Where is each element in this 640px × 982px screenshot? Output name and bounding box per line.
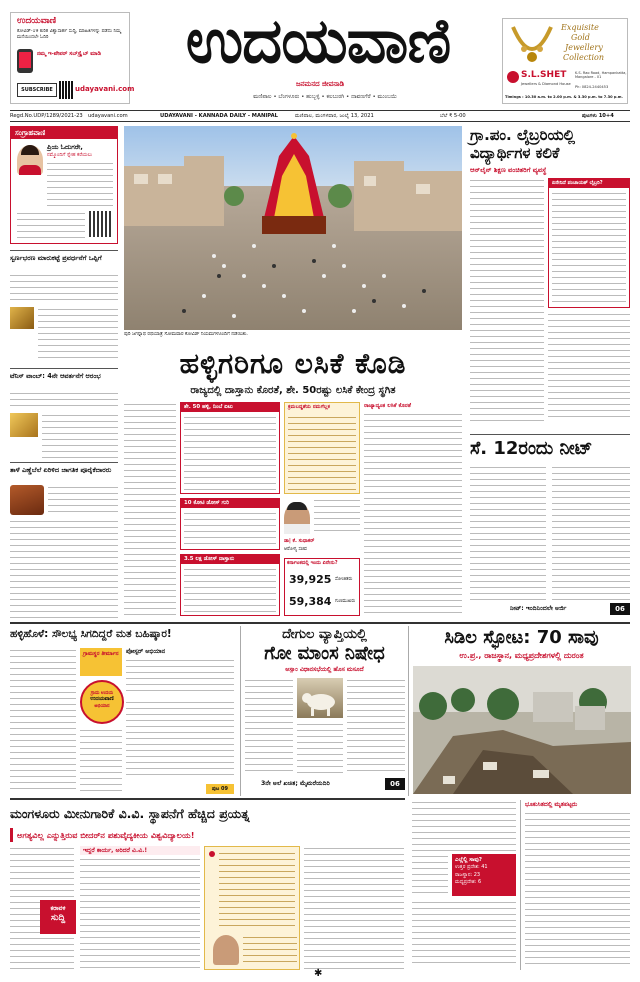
left-story-1-text	[10, 273, 118, 305]
death-box-l2: ರಾಜಸ್ಥಾನ: 23	[455, 871, 481, 878]
library-text-2	[548, 312, 630, 422]
page-count: ಪುಟಗಳು 10+4	[582, 113, 614, 119]
neet-text-col1	[470, 465, 546, 601]
divider-1	[10, 622, 630, 624]
minister-name: ಡಾ| ಕೆ. ಸುಧಾಕರ್	[284, 538, 315, 544]
info-box-1-text	[184, 415, 276, 491]
masthead-tagline: ಜನಮನದ ಜೀವನಾಡಿ	[295, 80, 345, 88]
karavali-line2: ಸುದ್ದಿ	[50, 913, 66, 923]
badge-line1: ಗ್ರಾಮ ಉದಯ	[90, 691, 114, 696]
karavali-line1: ಕರಾವಳಿ	[50, 905, 66, 912]
lightning-text-col1	[412, 800, 516, 852]
landslide-photo	[413, 666, 631, 794]
qr-code	[89, 211, 113, 237]
info-box-2-text	[184, 511, 276, 547]
info-box-3-title: 3.5 ಲಕ್ಷ ಡೋಸ್ ದಾಸ್ತಾನು	[181, 555, 279, 564]
info-box-2	[180, 498, 280, 550]
stat-recovered: 59,384	[289, 595, 332, 608]
covid-stats-box	[284, 558, 360, 616]
library-headline: ಗ್ರಾ.ಪಂ. ಲೈಬ್ರರಿಯಲ್ಲಿ ವಿದ್ಯಾರ್ಥಿಗಳ ಕಲಿಕೆ	[470, 126, 575, 162]
temple-headline-2: ಗೋ ಮಾಂಸ ನಿಷೇಧ	[264, 643, 385, 664]
promo-title: ಉದಯವಾಣಿ	[17, 16, 57, 26]
ad-line4: Collection	[563, 53, 605, 62]
phone-icon	[17, 49, 33, 73]
temple-text-col3	[347, 678, 405, 774]
poster-text	[126, 658, 234, 696]
library-sidebox-title: ಏನೇನಿದೆ ಪಂಚಾಯತ್ ಲೈಬ್ರರಿ?	[549, 179, 629, 188]
neet-text-col2	[552, 465, 630, 601]
lightning-text-col3	[412, 900, 516, 966]
bottom-col2	[80, 846, 200, 970]
neet-footer[interactable]: ನೀಟ್: ಇಂದಿನಿಂದಲೇ ಅರ್ಜಿ	[510, 605, 567, 612]
death-box-title: ಎಲ್ಲೆಲ್ಲಿ ಸಾವು?	[455, 857, 483, 863]
halli-text-col1	[10, 648, 76, 794]
temple-story	[240, 626, 404, 796]
udayavani-badge	[80, 680, 124, 724]
checklist-title: ಕ್ರಮಬದ್ಧತೆಯ ನಮಗೆಲ್ಲಕ	[288, 404, 330, 410]
minister-quote	[284, 498, 360, 554]
editor-avatar	[17, 145, 43, 175]
bottom-headline: ಮಂಗಳೂರು ಮೀನುಗಾರಿಕೆ ವಿ.ವಿ. ಸ್ಥಾಪನೆಗೆ ಹೆಚ್ಚಿದ ಪ್ರಯತ್ನ	[10, 806, 250, 821]
cow-icon	[297, 678, 343, 718]
jewellery-photo	[10, 307, 34, 329]
stat-recovered-label: ಗುಣಮುಖರು	[335, 599, 356, 604]
info-box-3	[180, 554, 280, 616]
price: ಬೆಲೆ ₹ 5-00	[440, 113, 466, 119]
left-story-2	[10, 368, 118, 460]
bottom-sidebox-text	[219, 851, 295, 931]
temple-headline-1: ದೇಗುಲ ವ್ಯಾಪ್ತಿಯಲ್ಲಿ	[282, 627, 367, 642]
bottom-sub: ಅಗತ್ಯವಿಲ್ಲ ಎನ್ನುತ್ತಿರುವ ಬೀದರ್‌ನ ಪಶುವೈದ್ಯಕೀಯ ವಿಶ್ವವಿದ್ಯಾಲಯ!	[10, 828, 405, 842]
temple-footer[interactable]: 3ನೇ ಅಲೆ ಖಚಿತ; ಮೈಮರೆಯದಿರಿ	[261, 780, 330, 787]
qr-icon	[59, 81, 73, 99]
left-story-2-title: ಟೆನಿಸ್ ವಾಂಬ್: 4ನೇ ಆವರ್ತನೆಗೆ ಆರಂಭ	[10, 372, 101, 380]
info-box-1-title: ಶೇ. 50 ಹಳ್ಳಿ, ನಿಂಬೆ ಏಟು	[181, 403, 279, 412]
minister-role: ಆರೋಗ್ಯ ಸಚಿವ	[284, 547, 307, 552]
covid-stats-title: ಕರ್ನಾಟಕದಲ್ಲಿ ಇಂದು ಏನೇನು?	[287, 560, 338, 566]
asterisk-mark: ✱	[314, 968, 323, 979]
bottom-col2-title: ಇದ್ದರೆ ಕಾರ್ಯ, ಅರಿದರೆ ವಿ.ವಿ.!	[80, 846, 200, 855]
halli-page-tag[interactable]: ಪುಟ 09	[206, 784, 234, 794]
site-link[interactable]: udayavani.com	[88, 113, 128, 119]
left-story-3-text	[48, 485, 118, 515]
library-sub: ಆನ್‌ಲೈನ್ ಶಿಕ್ಷಣ ವಂಚಿತರಿಗೆ ವ್ಯವಸ್ಥೆ	[470, 166, 547, 174]
sidebox-accent	[209, 851, 215, 857]
halli-story	[10, 626, 234, 796]
lightning-death-box	[452, 854, 516, 896]
rath-yatra-photo	[124, 126, 462, 330]
bottom-col2-text	[80, 857, 200, 969]
ad-line2: Gold	[571, 33, 590, 42]
landslide-story	[520, 800, 630, 970]
temple-text-col2	[297, 722, 343, 774]
karavali-badge	[40, 900, 76, 934]
poster-title: ಪೋಸ್ಟರ್ ಅಭಿಯಾನ	[126, 648, 166, 655]
left-story-2-text	[10, 391, 118, 411]
temple-sub: ಅಸ್ಸಾಂ ವಿಧಾನಸಭೆಯಲ್ಲಿ ಹೊಸ ಮಸೂದೆ	[285, 666, 364, 673]
neet-page-ref[interactable]: 06	[610, 603, 630, 615]
ad-brand: S.L.SHET	[521, 70, 567, 80]
necklace-icon	[509, 23, 555, 69]
badge-line2: ಉದಯವಾಣಿ	[90, 696, 114, 702]
ad-line3: Jewellery	[565, 43, 603, 52]
info-box-1	[180, 402, 280, 494]
lightning-text-col2	[412, 854, 448, 896]
promo-text: ಕೋವಿಡ್-19 ಕುರಿತ ವಿಶ್ವಾಸಾರ್ಹ ಸುದ್ದಿ, ಮಾಹಿತಿಗಳನ್ನು ಪಡೆದು ನಿಮ್ಮ ಮನೆಯಿಂದಲೇ ಓದಿರಿ	[17, 29, 122, 40]
left-story-1	[10, 250, 118, 366]
gold-bars-photo	[10, 413, 38, 437]
library-sidebox-text	[552, 191, 626, 305]
main-subheadline: ರಾಜ್ಯದಲ್ಲಿ ದಾಸ್ತಾನು ಕೊರತೆ, ಶೇ. 50ರಷ್ಟು ಲಸಿಕೆ ಕೇಂದ್ರ ಸ್ಥಗಿತ	[190, 385, 396, 396]
masthead	[0, 0, 640, 108]
quote-text	[314, 498, 360, 534]
publication-name: UDAYAVANI - KANNADA DAILY - MANIPAL	[160, 113, 278, 119]
official-avatar	[213, 935, 239, 965]
main-side-col	[364, 402, 462, 616]
ad-address: K.S. Rao Road, Hampankatta, Mangalore - 01	[575, 71, 627, 80]
brand-logo	[507, 71, 519, 83]
sampadakiya-text-2	[17, 211, 85, 239]
sampadakiya-box	[10, 126, 118, 244]
bottom-col4	[304, 846, 404, 970]
stat-infected: 39,925	[289, 573, 332, 586]
left-story-2-text-2	[42, 413, 118, 459]
left-story-1-title: ಸ್ವರ್ಣಭರಣ ಮಾರುಕಟ್ಟೆ ಪ್ರವರ್ಧನೆಗೆ ಒಪ್ಪಿಗೆ	[10, 254, 102, 262]
temple-text-col1	[245, 678, 293, 774]
minister-avatar	[284, 502, 310, 534]
sampadakiya-sub: ನಮ್ಮೊಂದಿಗೆ ಸ್ನೇಹ ಕರೆಯಲು	[47, 152, 93, 158]
bottom-sidebox	[204, 846, 300, 970]
landslide-title: ಭೂಕುಸಿತದಲ್ಲಿ ಮೃತಪಟ್ಟರು	[525, 801, 578, 808]
promo-sub: ನಮ್ಮ ಇ-ಪೇಪರ್ ಸಬ್‌ಸ್ಕ್ರೈಬ್‌ ಮಾಡಿ	[37, 51, 101, 57]
place-date: ಮಣಿಪಾಲ, ಮಂಗಳವಾರ, ಜುಲೈ 13, 2021	[295, 113, 374, 119]
library-sidebox	[548, 178, 630, 308]
lightning-text	[412, 800, 516, 970]
lightning-sub: ಉ.ಪ್ರ., ರಾಜಸ್ಥಾನ, ಮಧ್ಯಪ್ರದೇಶಗಳಲ್ಲಿ ದುರಂತ	[459, 651, 584, 660]
death-box-l3: ಮಧ್ಯಪ್ರದೇಶ: 6	[455, 879, 482, 885]
halli-text-col3	[80, 728, 122, 794]
halli-headline: ಹಳ್ಳಿಹೊಳೆ: ಸೌಲಭ್ಯ ಸಿಗದಿದ್ದರೆ ಮತ ಬಹಿಷ್ಕಾರ!	[10, 628, 172, 640]
promo-site[interactable]: udayavani.com	[75, 85, 135, 93]
side-col-text	[364, 412, 462, 614]
left-story-1-text-2	[38, 307, 118, 363]
side-col-title: ರಾಜ್ಯಾದ್ಯಂತ ಲಸಿಕೆ ಕೊರತೆ	[364, 403, 411, 409]
checklist-box	[284, 402, 360, 494]
regd-number: Regd.No.UDP/1289/2021-23	[10, 113, 83, 119]
main-text-col1	[124, 402, 176, 616]
gram-badge	[80, 648, 122, 676]
landslide-text	[525, 811, 630, 967]
epaper-promo[interactable]	[10, 12, 135, 104]
info-box-3-text	[184, 567, 276, 613]
masthead-title: ಉದಯವಾಣಿ	[185, 4, 451, 77]
neet-story	[470, 434, 630, 618]
sampadakiya-text	[47, 161, 113, 207]
bottom-sidebox-text-2	[243, 935, 297, 965]
library-story	[470, 126, 630, 432]
ad-phone: Ph: 0824-2440453	[575, 85, 609, 89]
sampadakiya-header: ಸಂಗ್ರಾಹವಾಣಿ	[11, 127, 117, 139]
info-bar	[10, 110, 630, 122]
jewellery-ad[interactable]	[502, 18, 628, 104]
greeting: ಪ್ರಿಯ ಓದುಗರೇ,	[47, 143, 83, 151]
cow-photo	[297, 678, 343, 718]
badge-line3: ಅಭಿಯಾನ	[94, 704, 110, 709]
left-story-3	[10, 462, 118, 622]
ad-brand-sub: Jewellers & Diamond House	[521, 82, 571, 86]
subscribe-button[interactable]: SUBSCRIBE	[17, 83, 57, 97]
neet-headline: ಸೆ. 12ರಂದು ನೀಟ್	[470, 438, 593, 459]
lightning-story	[408, 626, 630, 796]
lightning-headline: ಸಿಡಿಲ ಸ್ಫೋಟ: 70 ಸಾವು	[444, 627, 599, 648]
stat-infected-label: ಸೋಂಕಿತರು	[335, 577, 353, 582]
masthead-editions: ಮಣಿಪಾಲ • ಬೆಂಗಳೂರು • ಹುಬ್ಬಳ್ಳಿ • ಕಲಬುರಗಿ • ದಾವಣಗೆರೆ • ಮುಂಬಯಿ	[253, 94, 397, 100]
ad-timings: Timings : 10.30 a.m. to 2.00 p.m. & 3.30 p.m. to 7.30 p.m.	[505, 95, 623, 99]
main-headline: ಹಳ್ಳಿಗರಿಗೂ ಲಸಿಕೆ ಕೊಡಿ	[179, 347, 407, 380]
oil-photo	[10, 485, 44, 515]
info-box-2-title: 10 ಕೋಟಿ ಡೋಸ್ ಗುರಿ	[181, 499, 279, 508]
death-box-l1: ಉತ್ತರ ಪ್ರದೇಶ: 41	[455, 864, 488, 870]
temple-page-ref[interactable]: 06	[385, 778, 405, 790]
halli-text-col2	[126, 700, 234, 780]
divider-2	[10, 798, 405, 800]
left-story-3-title: ತಾಳೆ ಎಣ್ಣೆಬೆಲೆ ಏರಿಳಿದ ಜಾಗತಿಕ ಪೂರೈಕೆದಾರರು	[10, 466, 112, 474]
photo-caption: ಪುರಿ ಜಗನ್ನಾಥ ರಥಯಾತ್ರೆ ಸೋಮವಾರ ಕೋವಿಡ್ ನಿಯಮಗಳೊಂದಿಗೆ ನಡೆಯಿತು.	[124, 332, 248, 337]
library-text	[470, 178, 544, 422]
gram-title: ಗ್ರಾಮಸ್ಥರ ತೀರ್ಮಾನ	[83, 651, 119, 657]
left-story-3-text-2	[10, 519, 118, 619]
ad-line1: Exquisite	[561, 23, 599, 32]
checklist-text	[288, 415, 356, 491]
